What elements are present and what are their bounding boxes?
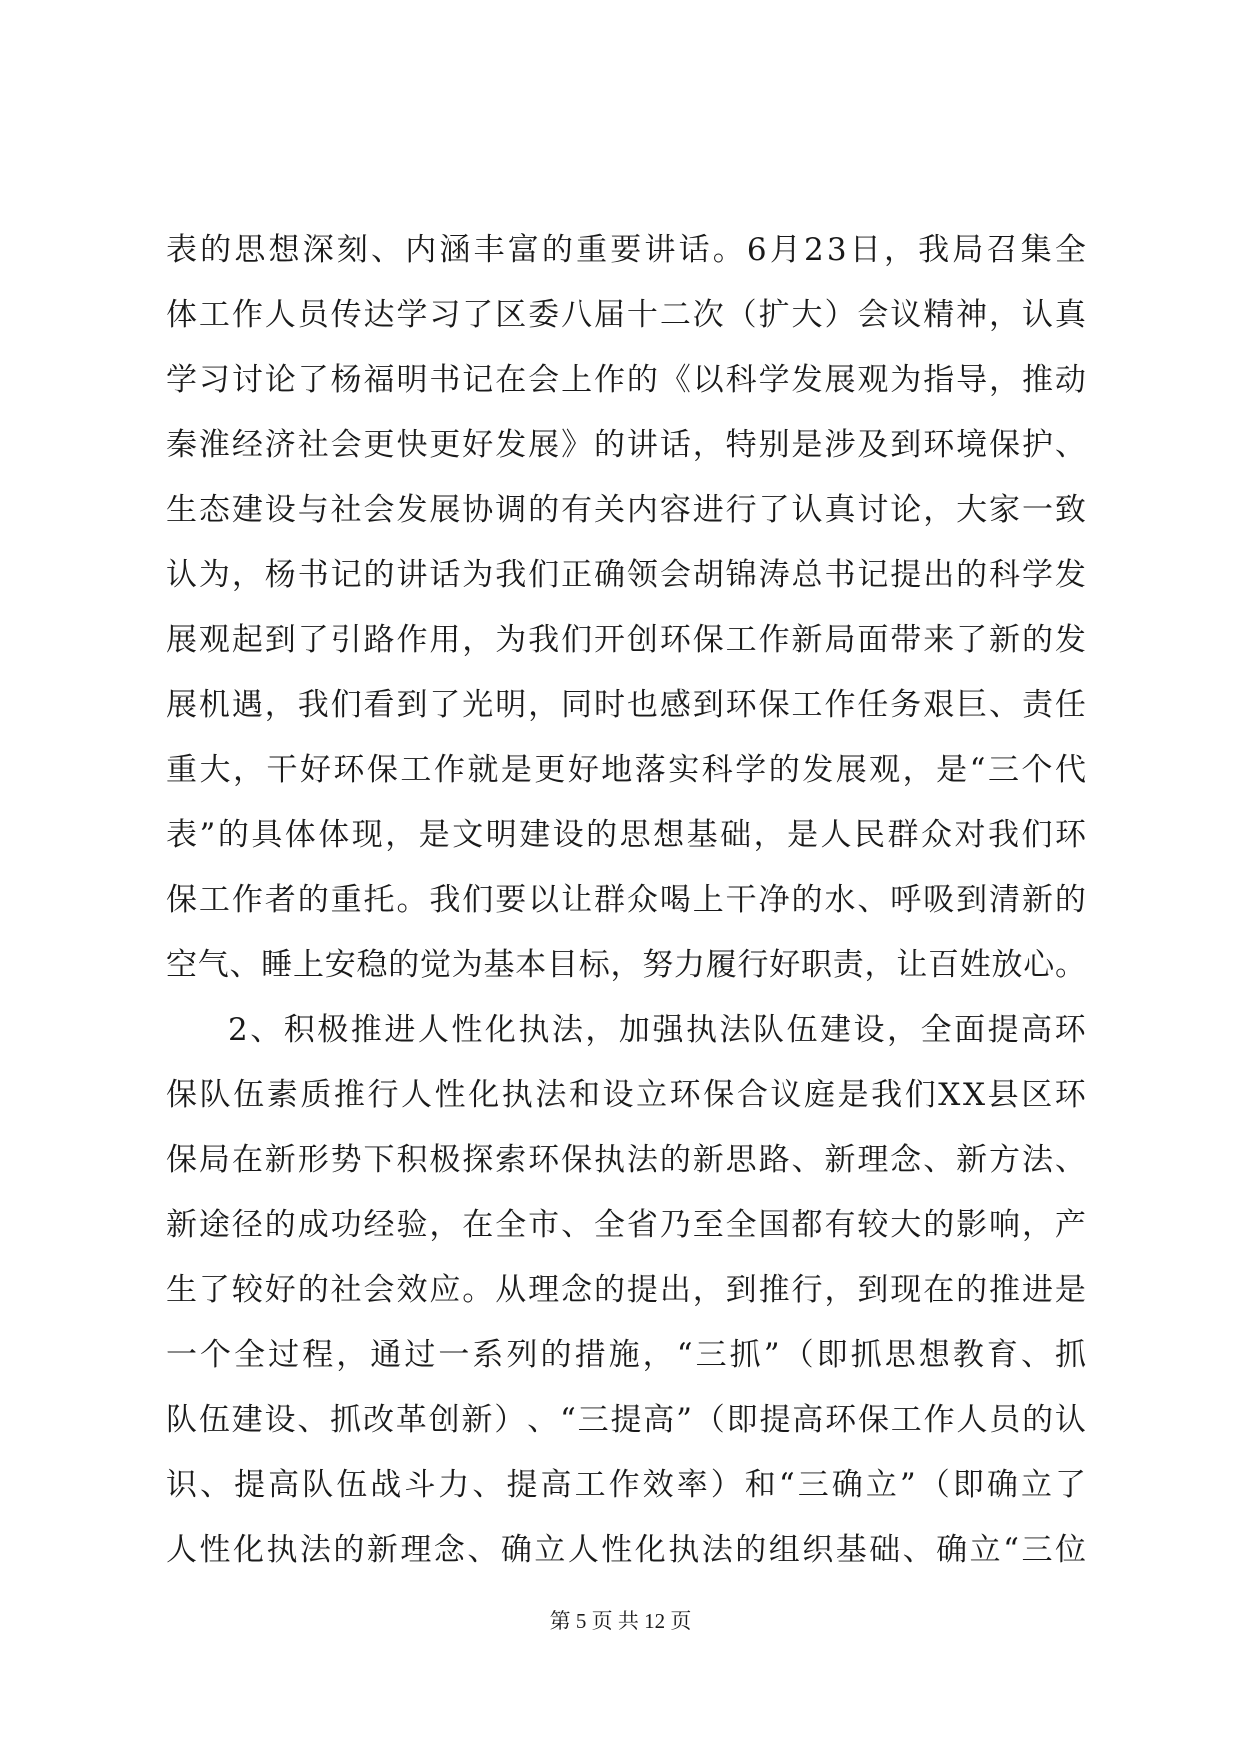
text-line: 学 习 讨 论 了 杨 福 明 书 记 在 会 上 作 的 《 以 科 学 发 展 观 为 指 导 ， 推 动 — [166, 362, 1086, 398]
text-line: 展 观 起 到 了 引 路 作 用 ， 为 我 们 开 创 环 保 工 作 新 局 面 带 来 了 新 的 发 — [166, 622, 1086, 658]
body-text — [166, 218, 1086, 1583]
paragraph-start-line: 2 、 积 极 推 进 人 性 化 执 法 ， 加 强 执 法 队 伍 建 设 ， 全 面 提 高 环 — [228, 1012, 1086, 1048]
text-line: 一 个 全 过 程 ， 通 过 一 系 列 的 措 施 ， “ 三 抓 ” （ 即 抓 思 想 教 育 、 抓 — [166, 1337, 1086, 1373]
text-line: 重 大 ， 干 好 环 保 工 作 就 是 更 好 地 落 实 科 学 的 发 展 观 ， 是 “ 三 个 代 — [166, 752, 1086, 788]
page-footer: 第 5 页 共 12 页 — [549, 1609, 692, 1633]
text-line: 表 的 思 想 深 刻 、 内 涵 丰 富 的 重 要 讲 话 。 6 月 2 3 日 ， 我 局 召 集 全 — [166, 232, 1086, 268]
text-line: 空 气 、 睡 上 安 稳 的 觉 为 基 本 目 标 ， 努 力 履 行 好 职 责 ， 让 百 姓 放 心 。 — [166, 947, 1086, 983]
text-line: 生 态 建 设 与 社 会 发 展 协 调 的 有 关 内 容 进 行 了 认 真 讨 论 ， 大 家 一 致 — [166, 492, 1086, 528]
text-line: 保 队 伍 素 质 推 行 人 性 化 执 法 和 设 立 环 保 合 议 庭 是 我 们 X X 县 区 环 — [166, 1077, 1086, 1113]
text-line: 人 性 化 执 法 的 新 理 念 、 确 立 人 性 化 执 法 的 组 织 基 础 、 确 立 “ 三 位 — [166, 1532, 1086, 1568]
text-line: 展 机 遇 ， 我 们 看 到 了 光 明 ， 同 时 也 感 到 环 保 工 作 任 务 艰 巨 、 责 任 — [166, 687, 1086, 723]
text-line: 队 伍 建 设 、 抓 改 革 创 新 ） 、 “ 三 提 高 ” （ 即 提 高 环 保 工 作 人 员 的 认 — [166, 1402, 1086, 1438]
text-line: 体 工 作 人 员 传 达 学 习 了 区 委 八 届 十 二 次 （ 扩 大 ） 会 议 精 神 ， 认 真 — [166, 297, 1086, 333]
text-line: 生 了 较 好 的 社 会 效 应 。 从 理 念 的 提 出 ， 到 推 行 ， 到 现 在 的 推 进 是 — [166, 1272, 1086, 1308]
text-line: 新 途 径 的 成 功 经 验 ， 在 全 市 、 全 省 乃 至 全 国 都 有 较 大 的 影 响 ， 产 — [166, 1207, 1086, 1243]
text-line: 秦 淮 经 济 社 会 更 快 更 好 发 展 》 的 讲 话 ， 特 别 是 涉 及 到 环 境 保 护 、 — [166, 427, 1086, 463]
text-line: 认 为 ， 杨 书 记 的 讲 话 为 我 们 正 确 领 会 胡 锦 涛 总 书 记 提 出 的 科 学 发 — [166, 557, 1086, 593]
text-line: 保 局 在 新 形 势 下 积 极 探 索 环 保 执 法 的 新 思 路 、 新 理 念 、 新 方 法 、 — [166, 1142, 1086, 1178]
text-line: 识 、 提 高 队 伍 战 斗 力 、 提 高 工 作 效 率 ） 和 “ 三 确 立 ” （ 即 确 立 了 — [166, 1467, 1086, 1503]
text-line: 保 工 作 者 的 重 托 。 我 们 要 以 让 群 众 喝 上 干 净 的 水 、 呼 吸 到 清 新 的 — [166, 882, 1086, 918]
text-line: 表 ” 的 具 体 体 现 ， 是 文 明 建 设 的 思 想 基 础 ， 是 人 民 群 众 对 我 们 环 — [166, 817, 1086, 853]
